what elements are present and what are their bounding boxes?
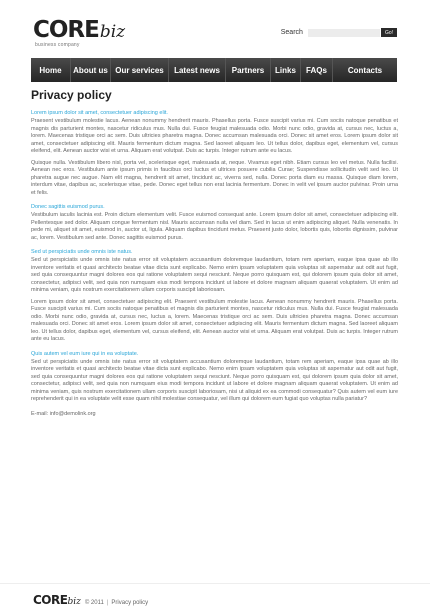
footer-logo-biz: biz xyxy=(67,597,81,607)
nav-item-contacts[interactable]: Contacts xyxy=(347,65,383,75)
section-title: Sed ut perspiciatis unde omnis iste natus. xyxy=(31,249,133,255)
section-paragraph: Sed ut perspiciatis unde omnis iste natus error sit voluptatem accusantium doloremque laudantium, totam rem aperiam, eaque ipsa quae ab illo inventore veritatis et quasi architecto beatae vitae dicta sunt explicabo. Nemo enim ipsam voluptatem quia voluptas sit aspernatur aut odit aut fugit, sed quia consequuntur magni dolores eos qui ratione voluptatem sequi nesciunt. Neque porro quisquam est, qui dolorem ipsum quia dolor sit amet, consectetur, adipisci velit, sed quia non numquam eius modi tempora incidunt ut labore et dolore magnam aliquam quaerat voluptatem. Ut enim ad minima veniam, quis nostrum exercitationem ullam corporis suscipit laboriosam. xyxy=(31,257,398,293)
logo-biz-text: biz xyxy=(99,22,126,42)
logo-tagline: business company xyxy=(35,42,80,48)
section-title: Quis autem vel eum iure qui in ea voluptate. xyxy=(31,350,139,357)
section-title: Lorem ipsum dolor sit amet, consectetuer adipiscing elit. xyxy=(31,110,168,116)
policy-section xyxy=(31,249,398,344)
nav-item-latest-news[interactable]: Latest news xyxy=(169,58,226,82)
header xyxy=(0,0,430,58)
search-label: Search xyxy=(280,29,303,36)
footer-separator: | xyxy=(106,600,109,606)
section-paragraph: Lorem ipsum dolor sit amet, consectetuer adipiscing elit. Praesent vestibulum molestie lacus. Aenean nonummy hendrerit mauris. Phasellus porta. Fusce suscipit varius mi. Cum sociis natoque penatibus et magnis dis parturient montes, nascetur ridiculus mus. Nulla dui. Fusce feugiat malesuada odio. Morbi nunc odio, gravida at, cursus nec, luctus a, lorem. Maecenas tristique orci ac sem. Duis ultricies pharetra magna. Donec accumsan malesuada orci. Donec sit amet eros. Lorem ipsum dolor sit amet, consectetuer adipiscing elit. Mauris fermentum dictum magna. Sed laoreet aliquam leo. Ut tellus dolor, dapibus eget, elementum vel, cursus eleifend, elit. Aenean auctor wisi et urna. Aliquam erat volutpat. Duis ac turpis. Integer rutrum ante eu lacus. xyxy=(31,298,398,342)
search-input[interactable] xyxy=(308,29,380,37)
logo[interactable] xyxy=(33,17,125,43)
footer-copyright: © 2011 xyxy=(84,600,104,606)
nav-item-about-us[interactable]: About us xyxy=(71,58,111,82)
nav-item-home[interactable]: Home xyxy=(31,58,71,82)
nav-item-partners[interactable]: Partners xyxy=(226,58,271,82)
section-title: Donec sagittis euismod purus. xyxy=(31,204,105,210)
search-button[interactable]: Go! xyxy=(381,28,397,37)
section-paragraph: Praesent vestibulum molestie lacus. Aenean nonummy hendrerit mauris. Phasellus porta. Fusce suscipit varius mi. Cum sociis natoque penatibus et magnis dis parturient montes, nascetur ridiculus mus. Nulla dui. Fusce feugiat malesuada odio. Morbi nunc odio, gravida at, cursus nec, luctus a, lorem. Maecenas tristique orci ac sem. Duis ultricies pharetra magna. Donec accumsan malesuada orci. Donec sit amet eros. Lorem ipsum dolor sit amet, consectetuer adipiscing elit. Mauris fermentum dictum magna. Sed laoreet aliquam leo. Ut tellus dolor, dapibus eget, elementum vel, cursus eleifend, elit. Aenean auctor wisi et urna. Aliquam erat volutpat. Duis ac turpis. Integer rutrum ante eu lacus. xyxy=(31,118,398,154)
privacy-policy-link[interactable]: Privacy policy xyxy=(111,600,149,606)
policy-section xyxy=(31,204,398,242)
logo-core-text: CORE xyxy=(33,17,99,43)
contact-email: E-mail: info@demolink.org xyxy=(31,410,96,417)
section-paragraph: Sed ut perspiciatis unde omnis iste natus error sit voluptatem accusantium doloremque laudantium, totam rem aperiam, eaque ipsa quae ab illo inventore veritatis et quasi architecto beatae vitae dicta sunt explicabo. Nemo enim ipsam voluptatem quia voluptas sit aspernatur aut odit aut fugit, sed quia consequuntur magni dolores eos qui ratione voluptatem sequi nesciunt. Neque porro quisquam est, qui dolorem ipsum quia dolor sit amet, consectetur, adipisci velit, sed quia non numquam eius modi tempora incidunt ut labore et dolore magnam aliquam quaerat voluptatem. Ut enim ad minima veniam, quis nostrum exercitationem ullam corporis suscipit laboriosam, nisi ut aliquid ex ea commodi consequatur? Quis autem vel eum iure reprehenderit qui in ea voluptate velit esse quam nihil molestiae consequatur, vel illum qui dolorem eum fugiat quo voluptas nulla pariatur? xyxy=(31,358,398,402)
section-paragraph: Quisque nulla. Vestibulum libero nisl, porta vel, scelerisque eget, malesuada at, neque. Vivamus eget nibh. Etiam cursus leo vel metus. Nulla facilisi. Aenean nec eros. Vestibulum ante ipsum primis in faucibus orci luctus et ultrices posuere cubilia Curae; Suspendisse sollicitudin velit sed leo. Ut pharetra augue nec augue. Nam elit magna, hendrerit sit amet, tincidunt ac, viverra sed, nulla. Donec porta diam eu massa. Quisque diam lorem, interdum vitae, dapibus ac, scelerisque vitae, pede. Donec eget tellus non erat lacinia fermentum. Donec in velit vel ipsum auctor pulvinar. Proin urna et felis. xyxy=(31,159,398,196)
main-nav xyxy=(31,58,397,82)
policy-section xyxy=(31,110,398,197)
nav-item-links[interactable]: Links xyxy=(271,58,301,82)
footer-logo-core[interactable]: CORE xyxy=(33,593,68,607)
policy-section xyxy=(31,351,398,404)
section-paragraph: Vestibulum iaculis lacinia est. Proin dictum elementum velit. Fusce euismod consequat ante. Lorem ipsum dolor sit amet, consectetuer adipiscing elit. Pellentesque sed dolor. Aliquam congue fermentum nisl. Mauris accumsan nulla vel diam. Sed in lacus ut enim adipiscing aliquet. Nulla venenatis. In pede mi, aliquet sit amet, euismod in, auctor ut, ligula. Aliquam dapibus tincidunt metus. Praesent justo dolor, lobortis quis, lobortis dignissim, pulvinar ac, lorem. Vestibulum sed ante. Donec sagittis euismod purus. xyxy=(31,212,398,241)
footer-logo-group xyxy=(33,593,148,607)
main-content xyxy=(31,88,398,417)
page-title: Privacy policy xyxy=(31,88,112,102)
nav-item-faqs[interactable]: FAQs xyxy=(301,58,333,82)
nav-item-our-services[interactable]: Our services xyxy=(111,58,169,82)
footer xyxy=(0,583,430,605)
search-bar xyxy=(281,28,397,37)
